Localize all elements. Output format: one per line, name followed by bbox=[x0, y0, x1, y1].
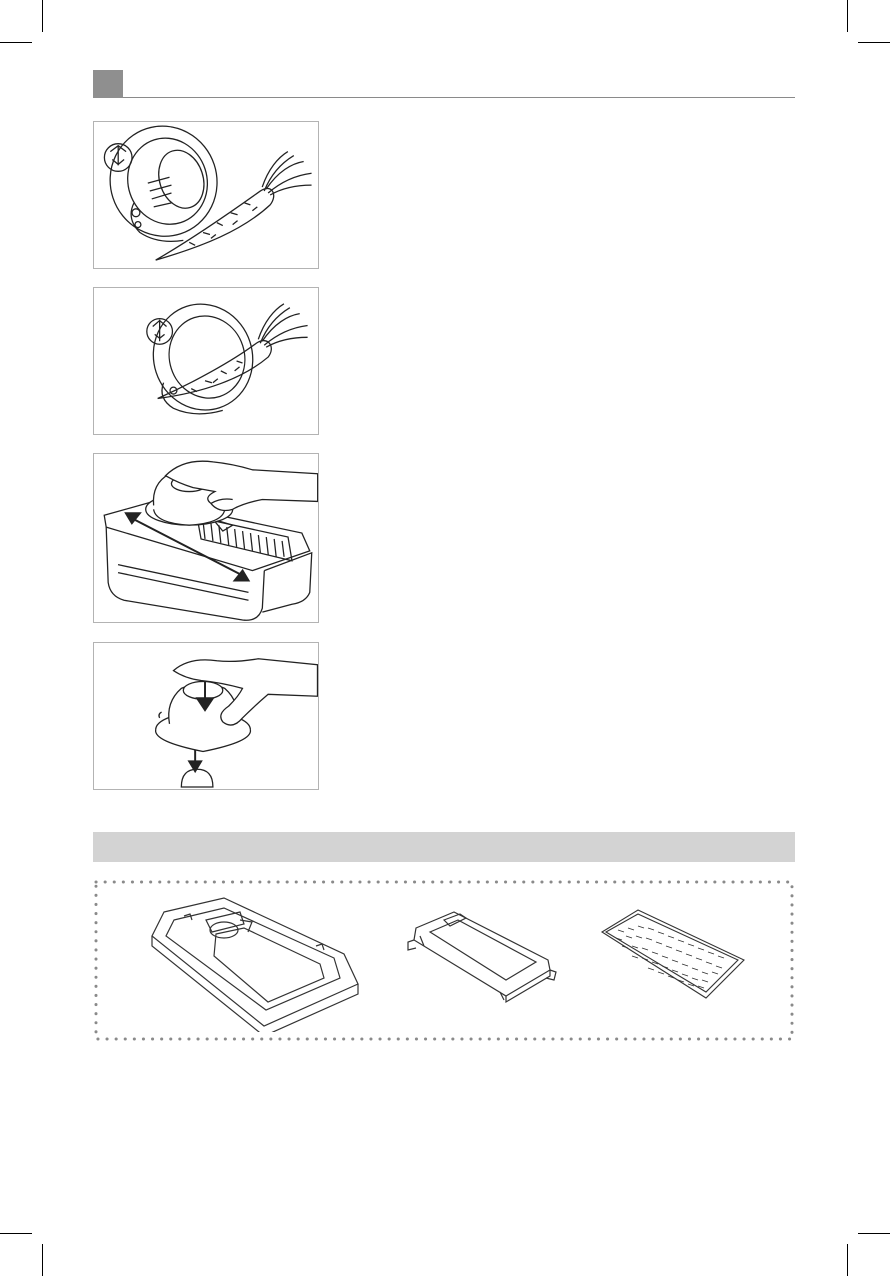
crop-mark bbox=[42, 1244, 43, 1276]
base-frame-icon bbox=[144, 894, 366, 1032]
eject-arrow-icon bbox=[189, 750, 201, 772]
section-header-rule bbox=[123, 97, 795, 98]
crop-mark bbox=[847, 1244, 848, 1276]
fig-carrot-and-holder bbox=[93, 121, 319, 269]
fig-carrot-in-holder bbox=[93, 287, 319, 435]
fig-slicing-on-mandoline bbox=[93, 453, 319, 623]
carrot-in-holder-illustration bbox=[94, 288, 318, 434]
accessories-box bbox=[94, 880, 794, 1041]
slicing-illustration bbox=[94, 454, 318, 622]
eject-remainder-illustration bbox=[94, 643, 318, 789]
section-number-tab bbox=[93, 70, 123, 98]
crop-mark bbox=[42, 0, 43, 32]
crop-mark bbox=[0, 1233, 32, 1234]
insert-frame-icon bbox=[400, 906, 560, 1006]
grater-plate-icon bbox=[598, 906, 748, 1004]
holder-knob-icon bbox=[104, 144, 132, 172]
crop-mark bbox=[847, 0, 848, 32]
holder-knob-icon bbox=[147, 319, 173, 345]
crop-mark bbox=[0, 42, 32, 43]
food-remainder-icon bbox=[181, 769, 213, 787]
crop-mark bbox=[858, 1233, 890, 1234]
accessories-section-bar bbox=[93, 832, 795, 862]
carrot-icon bbox=[156, 152, 312, 261]
crop-mark bbox=[858, 42, 890, 43]
food-holder-icon bbox=[140, 291, 267, 423]
food-holder-icon bbox=[96, 122, 231, 250]
carrot-and-holder-illustration bbox=[94, 122, 318, 268]
fig-ejecting-food-remainder bbox=[93, 642, 319, 790]
